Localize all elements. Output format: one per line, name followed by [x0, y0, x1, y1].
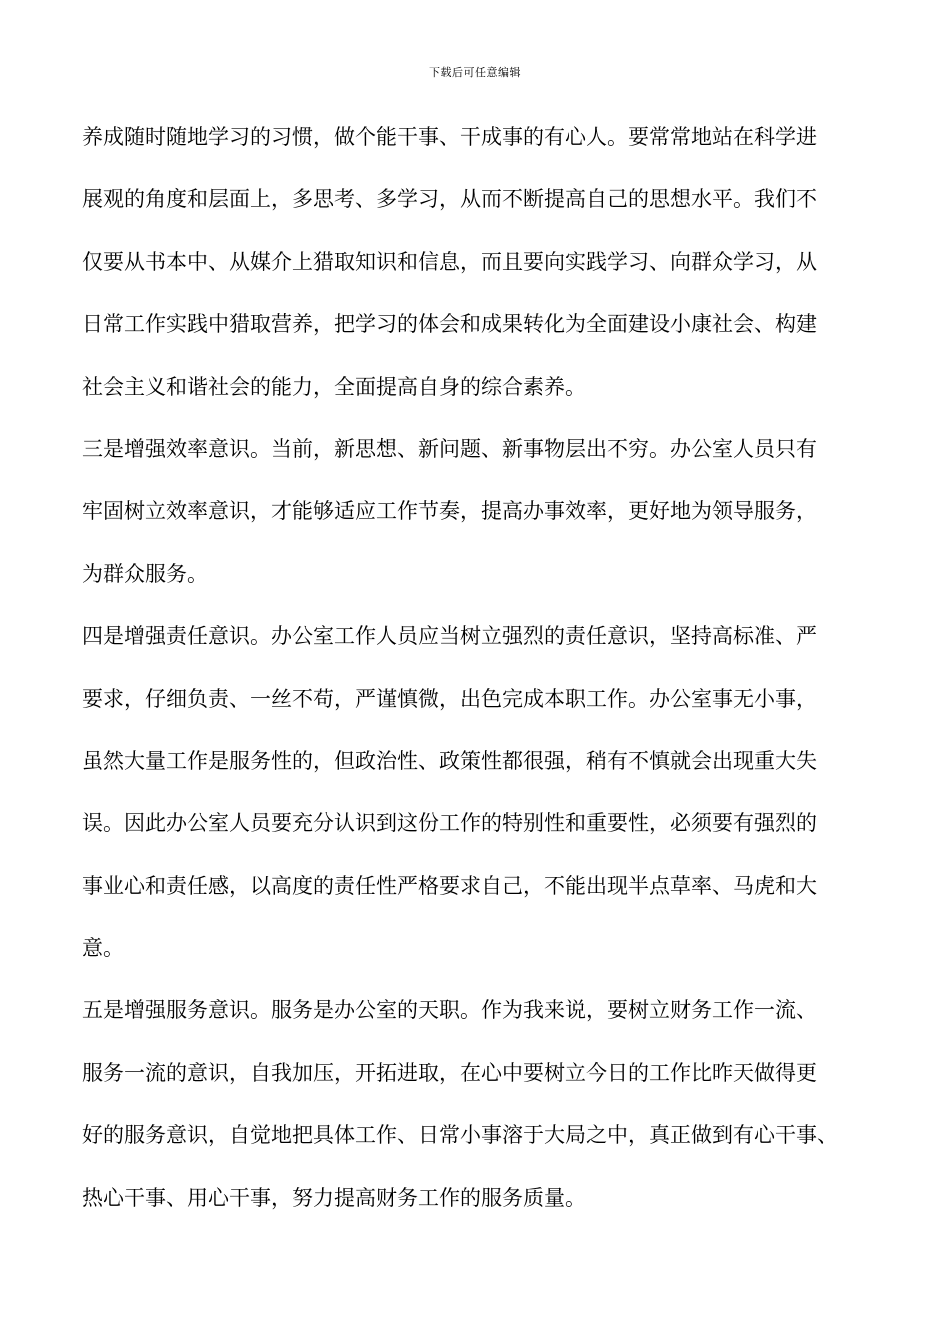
- text-line: 虽然大量工作是服务性的，但政治性、政策性都很强，稍有不慎就会出现重大失: [82, 748, 817, 773]
- text-line: 好的服务意识，自觉地把具体工作、日常小事溶于大局之中，真正做到有心干事、: [82, 1123, 838, 1148]
- text-line: 要求，仔细负责、一丝不苟，严谨慎微，出色完成本职工作。办公室事无小事，: [82, 686, 817, 711]
- text-line: 四是增强责任意识。办公室工作人员应当树立强烈的责任意识，坚持高标准、严: [82, 624, 817, 649]
- text-line: 服务一流的意识，自我加压，开拓进取，在心中要树立今日的工作比昨天做得更: [82, 1060, 817, 1085]
- text-line: 牢固树立效率意识，才能够适应工作节奏，提高办事效率，更好地为领导服务，: [82, 499, 817, 524]
- text-line: 展观的角度和层面上，多思考、多学习，从而不断提高自己的思想水平。我们不: [82, 187, 817, 212]
- page-header: 下载后可任意编辑: [429, 66, 521, 79]
- text-line: 误。因此办公室人员要充分认识到这份工作的特别性和重要性，必须要有强烈的: [82, 811, 817, 836]
- text-line: 事业心和责任感，以高度的责任性严格要求自己，不能出现半点草率、马虎和大: [82, 873, 817, 898]
- text-line: 养成随时随地学习的习惯，做个能干事、干成事的有心人。要常常地站在科学进: [82, 125, 817, 149]
- text-line: 三是增强效率意识。当前，新思想、新问题、新事物层出不穷。办公室人员只有: [82, 436, 817, 461]
- text-line: 为群众服务。: [82, 561, 208, 586]
- text-line: 五是增强服务意识。服务是办公室的天职。作为我来说，要树立财务工作一流、: [82, 998, 817, 1023]
- text-line: 仅要从书本中、从媒介上猎取知识和信息，而且要向实践学习、向群众学习，从: [82, 249, 817, 274]
- text-line: 社会主义和谐社会的能力，全面提高自身的综合素养。: [82, 374, 586, 399]
- text-line: 意。: [82, 936, 124, 961]
- text-line: 日常工作实践中猎取营养，把学习的体会和成果转化为全面建设小康社会、构建: [82, 312, 817, 337]
- document-body: [82, 112, 882, 1235]
- text-line: 热心干事、用心干事，努力提高财务工作的服务质量。: [82, 1185, 586, 1210]
